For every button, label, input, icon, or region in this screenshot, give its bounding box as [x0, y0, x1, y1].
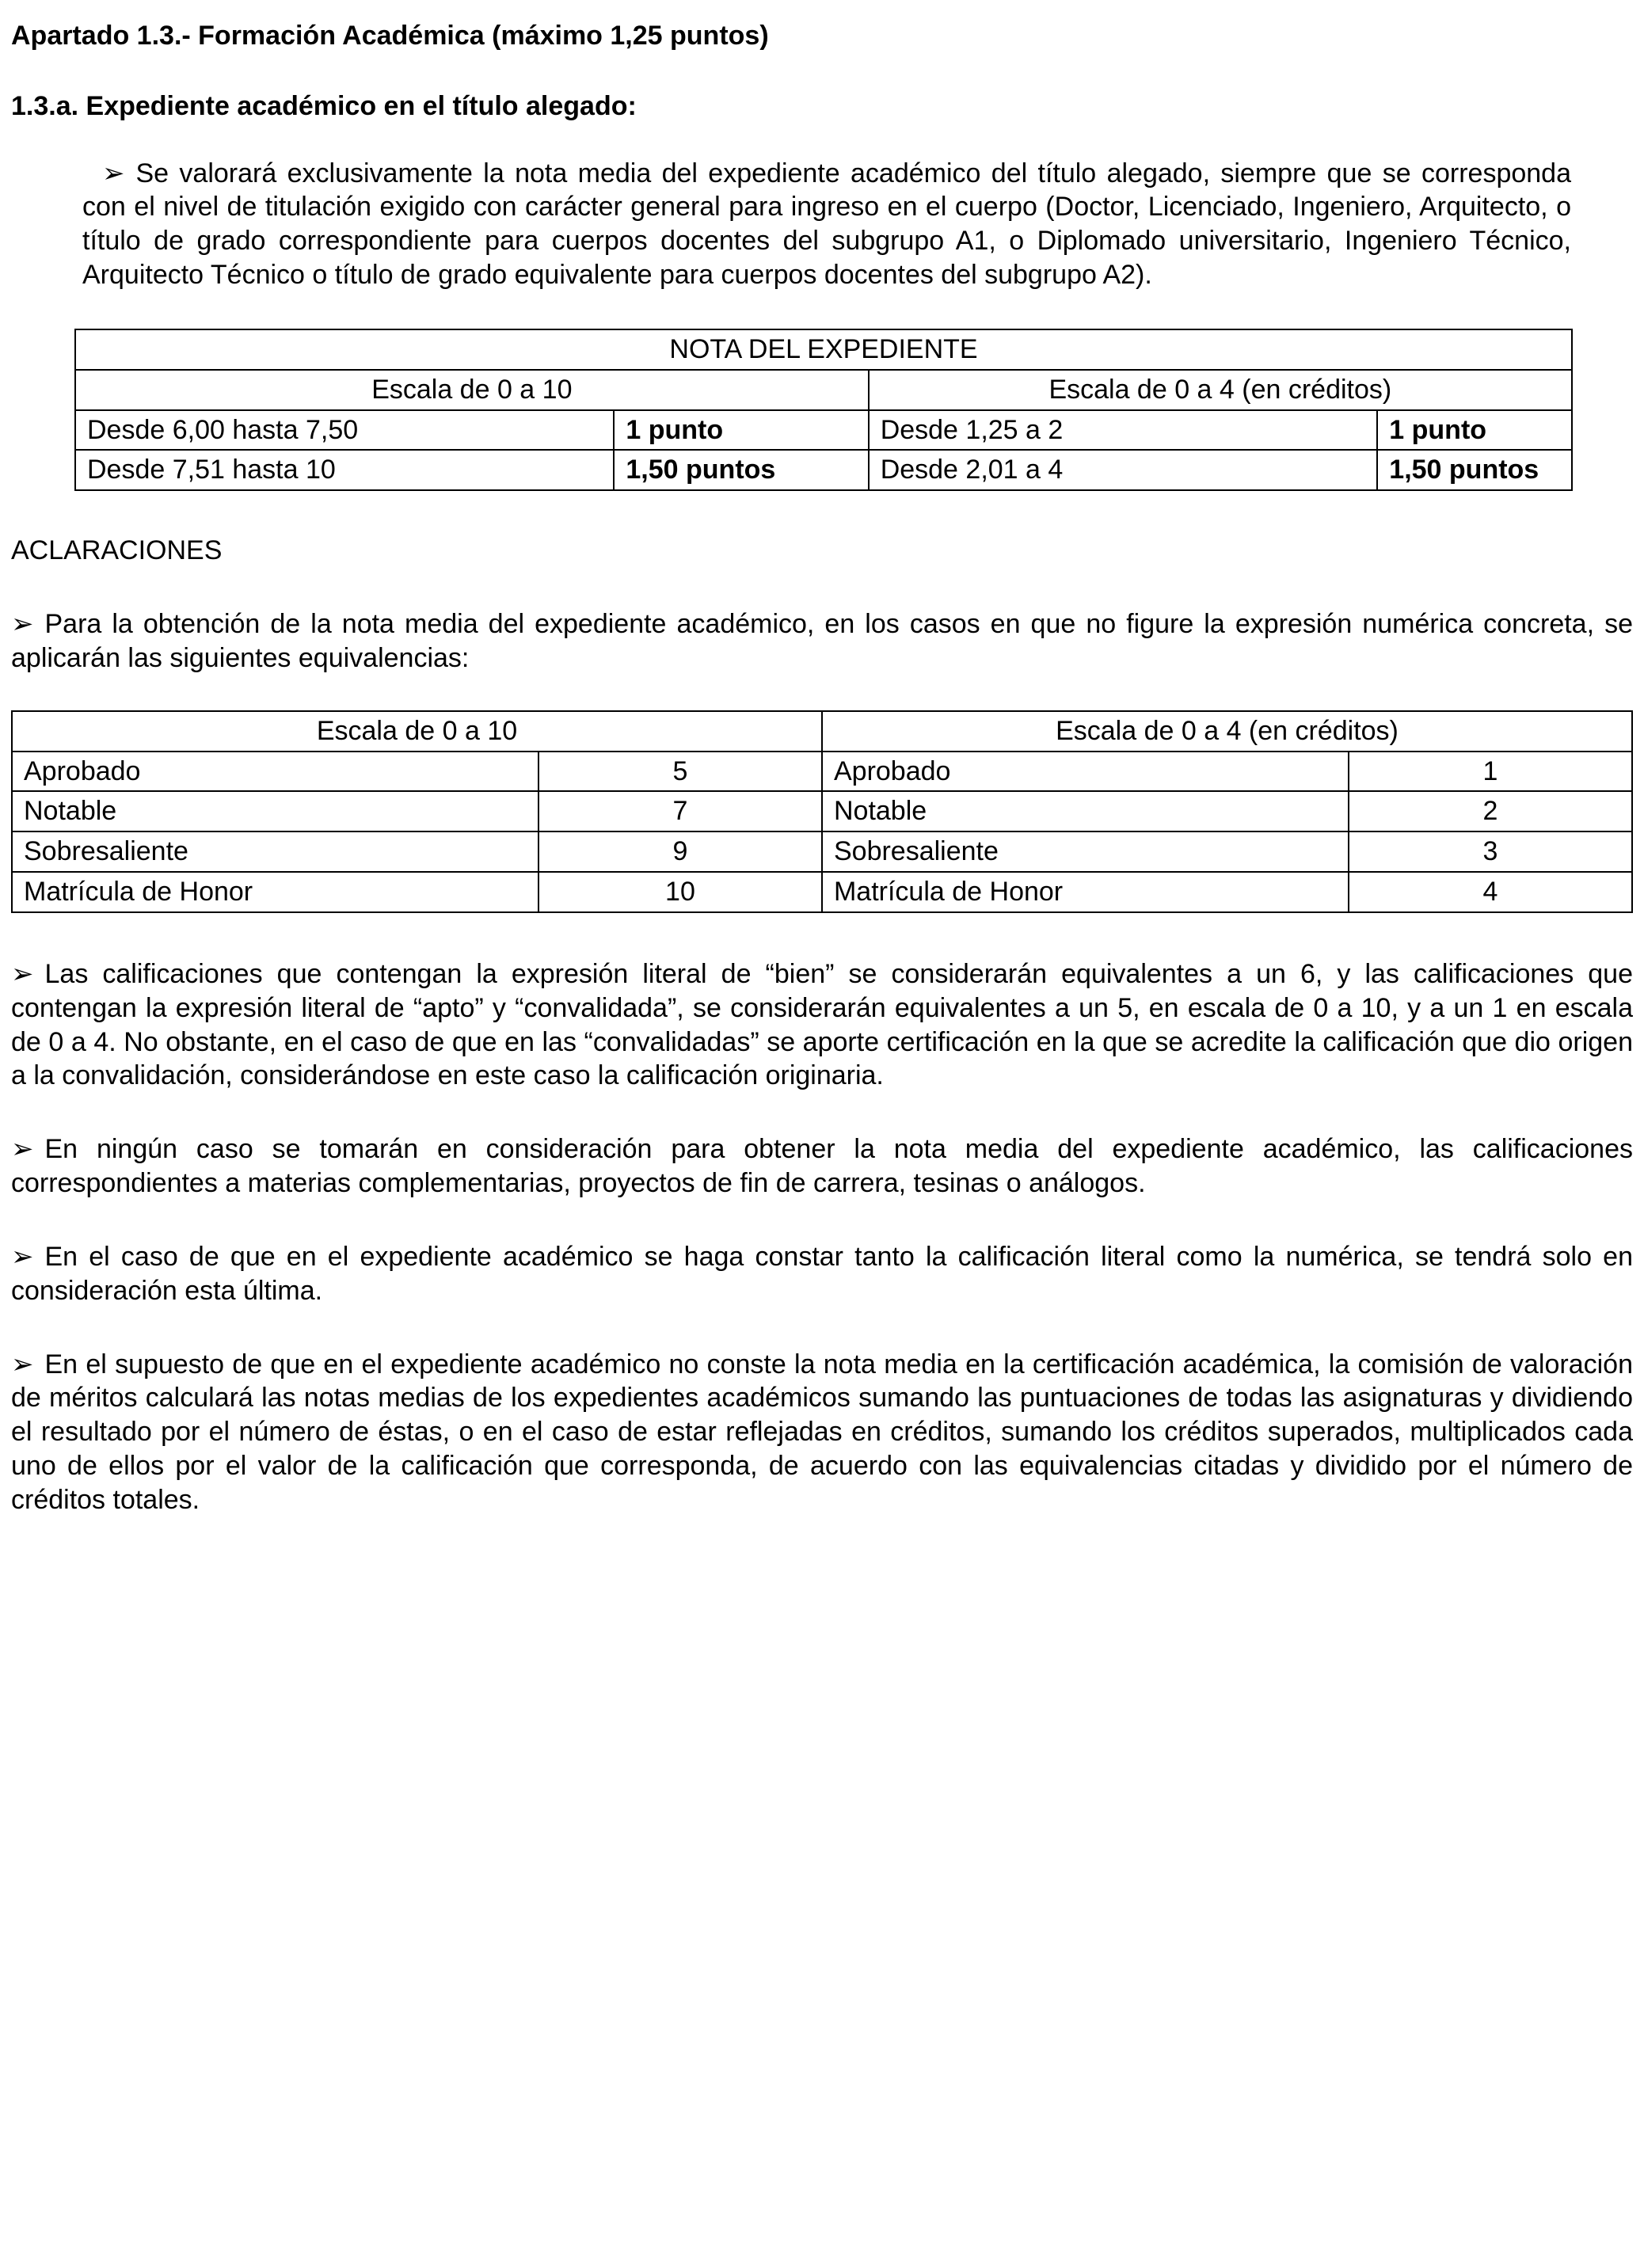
grade-label-cell: Notable [822, 791, 1349, 831]
grade-value-cell: 7 [538, 791, 822, 831]
table-title: NOTA DEL EXPEDIENTE [75, 329, 1572, 370]
aclaracion-paragraph [11, 1132, 1633, 1201]
bullet-arrow-icon: ➢ [11, 1134, 34, 1165]
table-row [12, 752, 1632, 792]
grade-value-cell: 1 [1349, 752, 1632, 792]
bullet-arrow-icon: ➢ [11, 609, 34, 640]
grade-value-cell: 5 [538, 752, 822, 792]
bullet-arrow-icon: ➢ [102, 158, 125, 188]
subsection-heading-expediente: 1.3.a. Expediente académico en el título alegado: [11, 90, 637, 121]
nota-expediente-table [74, 329, 1573, 491]
scale-0-10-header: Escala de 0 a 10 [75, 370, 869, 410]
grade-value-cell: 3 [1349, 831, 1632, 872]
grade-value-cell: 2 [1349, 791, 1632, 831]
grade-label-cell: Matrícula de Honor [12, 872, 538, 912]
grade-label-cell: Matrícula de Honor [822, 872, 1349, 912]
scale-0-4-header: Escala de 0 a 4 (en créditos) [869, 370, 1572, 410]
grade-label-cell: Sobresaliente [822, 831, 1349, 872]
grade-range-cell: Desde 2,01 a 4 [869, 450, 1378, 490]
equivalencias-intro-text: Para la obtención de la nota media del expediente académico, en los casos en que no figure la expresión numérica concreta, se aplicarán las siguientes equivalencias: [11, 609, 1633, 673]
points-cell: 1 punto [614, 410, 868, 451]
grade-label-cell: Sobresaliente [12, 831, 538, 872]
grade-range-cell: Desde 6,00 hasta 7,50 [75, 410, 614, 451]
grade-label-cell: Aprobado [12, 752, 538, 792]
equivalencias-table [11, 710, 1633, 913]
aclaracion-paragraph [11, 957, 1633, 1093]
grade-range-cell: Desde 7,51 hasta 10 [75, 450, 614, 490]
grade-label-cell: Aprobado [822, 752, 1349, 792]
section-heading-apartado: Apartado 1.3.- Formación Académica (máximo 1,25 puntos) [11, 21, 769, 51]
table-row [12, 872, 1632, 912]
grade-value-cell: 4 [1349, 872, 1632, 912]
table-row [75, 450, 1572, 490]
grade-label-cell: Notable [12, 791, 538, 831]
grade-value-cell: 9 [538, 831, 822, 872]
intro-bullet-paragraph [82, 157, 1571, 292]
points-cell: 1,50 puntos [614, 450, 868, 490]
bullet-arrow-icon: ➢ [11, 1349, 34, 1379]
aclaracion-text: En ningún caso se tomarán en consideración para obtener la nota media del expediente académico, las calificaciones correspondientes a materias complementarias, proyectos de fin de carrera, tesinas o análogos. [11, 1134, 1633, 1199]
table-title-row [75, 329, 1572, 370]
table-header-row [12, 711, 1632, 752]
grade-range-cell: Desde 1,25 a 2 [869, 410, 1378, 451]
bullet-arrow-icon: ➢ [11, 958, 34, 989]
aclaracion-paragraph [11, 1348, 1633, 1517]
points-cell: 1 punto [1377, 410, 1572, 451]
table-row [75, 410, 1572, 451]
grade-value-cell: 10 [538, 872, 822, 912]
intro-paragraph-text: Se valorará exclusivamente la nota media del expediente académico del título alegado, siempre que se corresponda con el nivel de titulación exigido con carácter general para ingreso en el cuerpo (Doctor, Licenciado, Ingeniero, Arquitecto, o título de grado correspondiente para cuerpos docentes del subgrupo A1, o Diplomado universitario, Ingeniero Técnico, Arquitecto Técnico o título de grado equivalente para cuerpos docentes del subgrupo A2). [82, 158, 1571, 291]
aclaraciones-heading: ACLARACIONES [11, 535, 223, 566]
aclaracion-text: En el supuesto de que en el expediente académico no conste la nota media en la certificación académica, la comisión de valoración de méritos calculará las notas medias de los expedientes académicos sumando las puntuaciones de todas las asignaturas y dividiendo el resultado por el número de éstas, o en el caso de estar reflejadas en créditos, sumando los créditos superados, multiplicados cada uno de ellos por el valor de la calificación que corresponda, de acuerdo con las equivalencias citadas y dividido por el número de créditos totales. [11, 1349, 1633, 1515]
equivalencias-intro-paragraph [11, 607, 1633, 675]
table-header-row [75, 370, 1572, 410]
aclaracion-paragraph [11, 1240, 1633, 1308]
table-row [12, 831, 1632, 872]
aclaracion-text: En el caso de que en el expediente académico se haga constar tanto la calificación literal como la numérica, se tendrá solo en consideración esta última. [11, 1241, 1633, 1306]
aclaracion-text: Las calificaciones que contengan la expresión literal de “bien” se considerarán equivalentes a un 6, y las calificaciones que contengan la expresión literal de “apto” y “convalidada”, se considerarán equivalentes a un 5, en escala de 0 a 10, y a un 1 en escala de 0 a 4. No obstante, en el caso de que en las “convalidadas” se aporte certificación en la que se acredite la calificación que dio origen a la convalidación, considerándose en este caso la calificación originaria. [11, 958, 1633, 1091]
scale-0-4-header: Escala de 0 a 4 (en créditos) [822, 711, 1632, 752]
table-row [12, 791, 1632, 831]
bullet-arrow-icon: ➢ [11, 1241, 34, 1272]
points-cell: 1,50 puntos [1377, 450, 1572, 490]
scale-0-10-header: Escala de 0 a 10 [12, 711, 822, 752]
